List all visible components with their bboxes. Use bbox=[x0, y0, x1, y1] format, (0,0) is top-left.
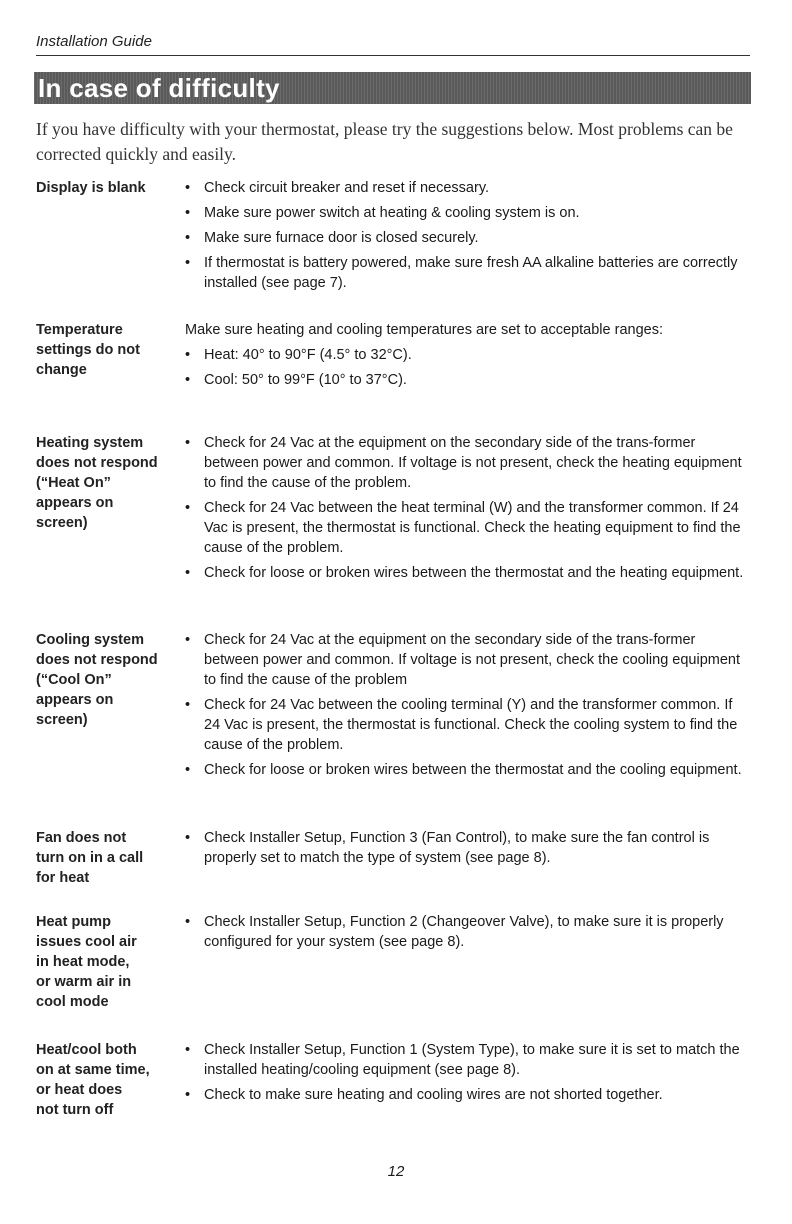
section-label bbox=[36, 630, 176, 730]
bullet-list bbox=[185, 433, 750, 583]
section-label-line: Fan does not bbox=[36, 830, 127, 846]
list-item bbox=[185, 630, 750, 690]
bullet-icon: • bbox=[185, 180, 191, 196]
section-label-line: issues cool air bbox=[36, 934, 137, 950]
section-label-line: (“Heat On” bbox=[36, 475, 111, 491]
section-label-line: appears on bbox=[36, 692, 114, 708]
bullet-icon: • bbox=[185, 565, 191, 581]
list-item bbox=[185, 228, 750, 248]
bullet-icon: • bbox=[185, 914, 191, 930]
bullet-icon: • bbox=[185, 255, 191, 271]
list-item bbox=[185, 828, 750, 868]
list-item-text: Make sure furnace door is closed securely. bbox=[204, 230, 479, 246]
list-item-text: Check Installer Setup, Function 2 (Changeover Valve), to make sure it is properly configured for your system (see page 8). bbox=[204, 914, 724, 950]
list-item-text: Cool: 50° to 99°F (10° to 37°C). bbox=[204, 372, 407, 388]
section-body bbox=[185, 912, 750, 957]
bullet-icon: • bbox=[185, 347, 191, 363]
list-item bbox=[185, 178, 750, 198]
bullet-icon: • bbox=[185, 1087, 191, 1103]
list-item-text: If thermostat is battery powered, make sure fresh AA alkaline batteries are correctly installed (see page 7). bbox=[204, 255, 738, 291]
section-body bbox=[185, 178, 750, 298]
section-label-line: cool mode bbox=[36, 994, 109, 1010]
section-label-line: Heating system bbox=[36, 435, 144, 451]
page-number: 12 bbox=[387, 1163, 405, 1180]
bullet-icon: • bbox=[185, 372, 191, 388]
section-label-line: appears on bbox=[36, 495, 114, 511]
section-body bbox=[185, 1040, 750, 1110]
section-label-line: Heat/cool both bbox=[36, 1042, 137, 1058]
title-banner bbox=[34, 72, 751, 104]
list-item-text: Check circuit breaker and reset if necessary. bbox=[204, 180, 490, 196]
list-item bbox=[185, 695, 750, 755]
bullet-icon: • bbox=[185, 500, 191, 516]
list-item-text: Check Installer Setup, Function 1 (System Type), to make sure it is set to match the installed heating/cooling equipment (see page 8). bbox=[204, 1042, 740, 1078]
section-label-line: not turn off bbox=[36, 1102, 114, 1118]
list-item-text: Check for 24 Vac between the cooling terminal (Y) and the transformer common. If 24 Vac is present, the thermostat is functional. Check the cooling system to find the cause of the problem. bbox=[204, 697, 738, 753]
section-label-line: settings do not bbox=[36, 342, 140, 358]
section-label-line: screen) bbox=[36, 712, 88, 728]
list-item bbox=[185, 345, 750, 365]
list-item bbox=[185, 433, 750, 493]
list-item-text: Check for 24 Vac at the equipment on the secondary side of the trans-former between power and common. If voltage is not present, check the heating equipment to find the cause of the problem. bbox=[204, 435, 742, 491]
running-header: Installation Guide bbox=[36, 33, 152, 50]
section-label-line: Temperature bbox=[36, 322, 123, 338]
list-item-text: Check to make sure heating and cooling wires are not shorted together. bbox=[204, 1087, 663, 1103]
section-label bbox=[36, 828, 176, 888]
section-label-line: Heat pump bbox=[36, 914, 111, 930]
list-item-text: Make sure power switch at heating & cooling system is on. bbox=[204, 205, 580, 221]
section-body bbox=[185, 630, 750, 785]
section-label bbox=[36, 178, 176, 198]
section-lead-text: Make sure heating and cooling temperatures are set to acceptable ranges: bbox=[185, 322, 663, 338]
list-item-text: Check for 24 Vac between the heat terminal (W) and the transformer common. If 24 Vac is present, the thermostat is functional. Check the heating equipment to find the cause of the problem. bbox=[204, 500, 741, 556]
list-item-text: Check for 24 Vac at the equipment on the secondary side of the trans-former between power and common. If voltage is not present, check the cooling equipment to find the cause of the problem bbox=[204, 632, 741, 688]
section-label-line: does not respond bbox=[36, 652, 158, 668]
list-item bbox=[185, 1085, 750, 1105]
section-label-line: or heat does bbox=[36, 1082, 123, 1098]
list-item-text: Check Installer Setup, Function 3 (Fan Control), to make sure the fan control is properly set to match the type of system (see page 8). bbox=[204, 830, 710, 866]
bullet-icon: • bbox=[185, 697, 191, 713]
bullet-icon: • bbox=[185, 435, 191, 451]
section-label bbox=[36, 433, 176, 533]
list-item bbox=[185, 760, 750, 780]
bullet-list bbox=[185, 1040, 750, 1105]
section-label bbox=[36, 320, 176, 380]
section-label-line: change bbox=[36, 362, 87, 378]
section-body bbox=[185, 320, 750, 395]
section-label-line: Cooling system bbox=[36, 632, 144, 648]
section-label-line: in heat mode, bbox=[36, 954, 130, 970]
list-item bbox=[185, 1040, 750, 1080]
page-title: In case of difficulty bbox=[38, 73, 280, 103]
header-rule bbox=[36, 55, 750, 56]
list-item bbox=[185, 253, 750, 293]
section-label-line: (“Cool On” bbox=[36, 672, 112, 688]
list-item-text: Check for loose or broken wires between the thermostat and the cooling equipment. bbox=[204, 762, 742, 778]
list-item bbox=[185, 203, 750, 223]
list-item bbox=[185, 370, 750, 390]
section-label-line: does not respond bbox=[36, 455, 158, 471]
section-label-line: Display is blank bbox=[36, 180, 146, 196]
bullet-list bbox=[185, 178, 750, 293]
list-item bbox=[185, 498, 750, 558]
bullet-icon: • bbox=[185, 205, 191, 221]
section-label bbox=[36, 1040, 176, 1120]
bullet-list bbox=[185, 345, 750, 390]
bullet-icon: • bbox=[185, 632, 191, 648]
section-body bbox=[185, 433, 750, 588]
section-label-line: screen) bbox=[36, 515, 88, 531]
bullet-list bbox=[185, 630, 750, 780]
bullet-icon: • bbox=[185, 1042, 191, 1058]
bullet-icon: • bbox=[185, 830, 191, 846]
section-label-line: on at same time, bbox=[36, 1062, 150, 1078]
section-label-line: or warm air in bbox=[36, 974, 132, 990]
bullet-list bbox=[185, 828, 750, 868]
list-item-text: Check for loose or broken wires between the thermostat and the heating equipment. bbox=[204, 565, 744, 581]
list-item bbox=[185, 563, 750, 583]
section-label-line: turn on in a call bbox=[36, 850, 144, 866]
section-label bbox=[36, 912, 176, 1012]
bullet-list bbox=[185, 912, 750, 952]
section-label-line: for heat bbox=[36, 870, 90, 886]
intro-paragraph: If you have difficulty with your thermostat, please try the suggestions below. Most problems can be corrected quickly and easily. bbox=[36, 119, 733, 164]
list-item-text: Heat: 40° to 90°F (4.5° to 32°C). bbox=[204, 347, 412, 363]
list-item bbox=[185, 912, 750, 952]
section-body bbox=[185, 828, 750, 873]
bullet-icon: • bbox=[185, 762, 191, 778]
bullet-icon: • bbox=[185, 230, 191, 246]
